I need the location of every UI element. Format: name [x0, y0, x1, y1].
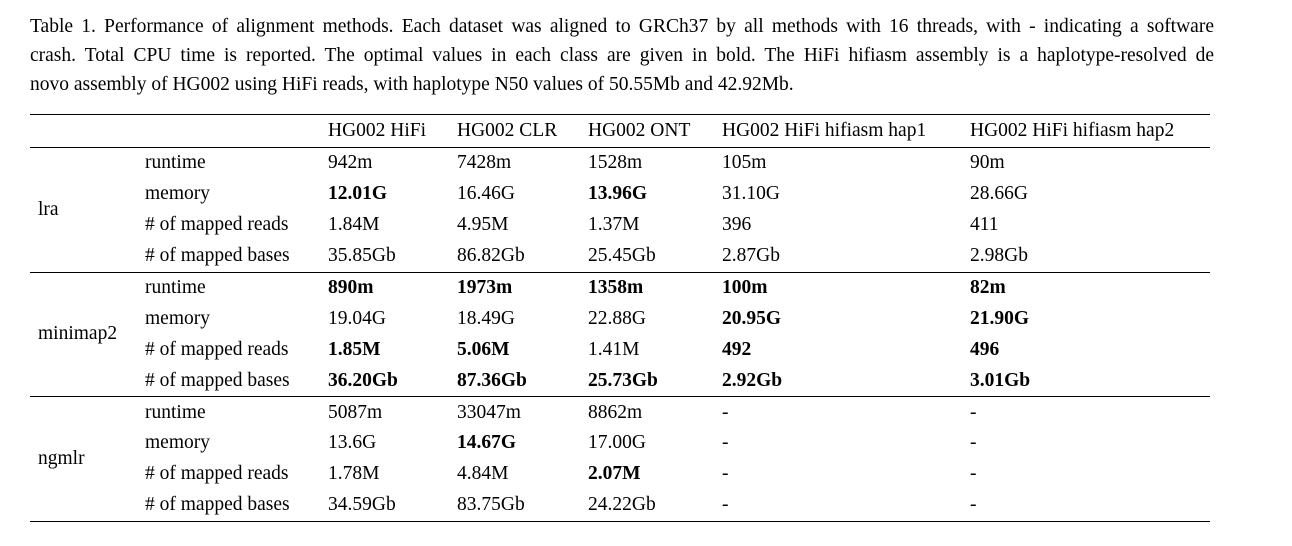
table-cell: 33047m [457, 401, 521, 423]
table-cell: 2.87Gb [722, 245, 780, 267]
table-cell: 24.22Gb [588, 494, 656, 516]
metric-label: # of mapped bases [145, 245, 290, 267]
table-cell: 35.85Gb [328, 245, 396, 267]
column-header: HG002 ONT [588, 120, 691, 141]
table-cell: - [722, 401, 729, 423]
table-row [30, 210, 1210, 241]
table-cell: - [722, 463, 729, 485]
table-cell: - [970, 401, 977, 423]
table-cell: 2.07M [588, 463, 641, 485]
table-cell: 86.82Gb [457, 245, 525, 267]
table-cell: 890m [328, 277, 374, 298]
metric-label: # of mapped bases [145, 494, 290, 516]
table-cell: 31.10G [722, 183, 780, 205]
metric-label: memory [145, 183, 210, 205]
table-row [30, 490, 1210, 521]
column-header [30, 115, 145, 148]
table-cell: 8862m [588, 401, 643, 423]
table-cell: 20.95G [722, 307, 782, 329]
table-cell: 16.46G [457, 183, 515, 205]
table-row [30, 428, 1210, 459]
table-cell: 1358m [588, 277, 644, 298]
table-row [30, 272, 1210, 303]
table-cell: 100m [722, 277, 768, 298]
table-cell: 1973m [457, 277, 513, 298]
table-cell: 3.01Gb [970, 369, 1031, 391]
metric-label: runtime [145, 152, 206, 174]
table-cell: 25.45Gb [588, 245, 656, 267]
table-cell: 87.36Gb [457, 369, 527, 391]
table-caption [30, 12, 1214, 99]
method-group-lra [30, 148, 1210, 273]
table-row [30, 365, 1210, 396]
column-header: HG002 HiFi hifiasm hap1 [722, 120, 927, 141]
table-cell: 83.75Gb [457, 494, 525, 516]
table-cell: 4.95M [457, 214, 509, 236]
table-cell: 1.37M [588, 214, 640, 236]
table-cell: 82m [970, 277, 1006, 298]
table-cell: 25.73Gb [588, 369, 658, 391]
metric-label: memory [145, 432, 210, 454]
table-cell: 1528m [588, 152, 643, 174]
table-row [30, 241, 1210, 272]
metric-label: # of mapped reads [145, 214, 289, 236]
table-cell: 34.59Gb [328, 494, 396, 516]
table-cell: 28.66G [970, 183, 1028, 205]
table-cell: 396 [722, 214, 752, 236]
caption-line: Table 1. Performance of alignment methods. Each dataset was aligned to GRCh37 by all methods with 16 threads, with - indicating a software [30, 16, 1214, 37]
metric-label: # of mapped reads [145, 463, 289, 485]
table-cell: 14.67G [457, 432, 517, 454]
table-cell: 496 [970, 338, 1000, 360]
table-cell: - [970, 494, 977, 516]
table-cell: - [722, 494, 729, 516]
metric-label: runtime [145, 277, 206, 298]
table-cell: 411 [970, 214, 999, 236]
table-cell: - [970, 432, 977, 454]
table-cell: 492 [722, 338, 752, 360]
table-row [30, 179, 1210, 210]
table-cell: 13.96G [588, 183, 648, 205]
table-cell: 22.88G [588, 307, 646, 329]
column-header: HG002 HiFi [328, 120, 427, 141]
caption-line: crash. Total CPU time is reported. The optimal values in each class are given in bold. The HiFi hifiasm assembly is a haplotype-resolved de [30, 45, 1214, 66]
metric-label: # of mapped reads [145, 338, 289, 360]
table-cell: - [722, 432, 729, 454]
table-cell: 4.84M [457, 463, 509, 485]
table-cell: 90m [970, 152, 1005, 174]
table-cell: 7428m [457, 152, 512, 174]
table-cell: 1.78M [328, 463, 380, 485]
table-cell: 2.92Gb [722, 369, 783, 391]
table-cell: 17.00G [588, 432, 646, 454]
table-cell: - [970, 463, 977, 485]
table-cell: 5.06M [457, 338, 510, 360]
table-cell: 105m [722, 152, 767, 174]
table-cell: 942m [328, 152, 373, 174]
method-label: minimap2 [38, 323, 118, 345]
table-cell: 1.84M [328, 214, 380, 236]
table-cell: 19.04G [328, 307, 386, 329]
table-cell: 13.6G [328, 432, 377, 454]
table-cell: 12.01G [328, 183, 388, 205]
method-group-ngmlr [30, 397, 1210, 522]
performance-table [30, 114, 1210, 522]
table-cell: 1.85M [328, 338, 381, 360]
table-row [30, 148, 1210, 179]
metric-label: memory [145, 307, 210, 329]
method-label: lra [38, 198, 59, 220]
metric-label: # of mapped bases [145, 369, 290, 391]
table-cell: 1.41M [588, 338, 640, 360]
table-cell: 2.98Gb [970, 245, 1028, 267]
table-row [30, 334, 1210, 365]
table-row [30, 397, 1210, 428]
metric-label: runtime [145, 401, 206, 423]
table-row [30, 459, 1210, 490]
method-label: ngmlr [38, 447, 85, 469]
method-group-minimap2 [30, 272, 1210, 397]
column-header [145, 115, 328, 148]
table-header-row [30, 115, 1210, 148]
table-cell: 21.90G [970, 307, 1030, 329]
table-cell: 36.20Gb [328, 369, 398, 391]
column-header: HG002 CLR [457, 120, 558, 141]
column-header: HG002 HiFi hifiasm hap2 [970, 120, 1175, 141]
caption-line: novo assembly of HG002 using HiFi reads, with haplotype N50 values of 50.55Mb and 42.92Mb. [30, 74, 794, 95]
table-cell: 5087m [328, 401, 383, 423]
table-cell: 18.49G [457, 307, 515, 329]
table-row [30, 303, 1210, 334]
